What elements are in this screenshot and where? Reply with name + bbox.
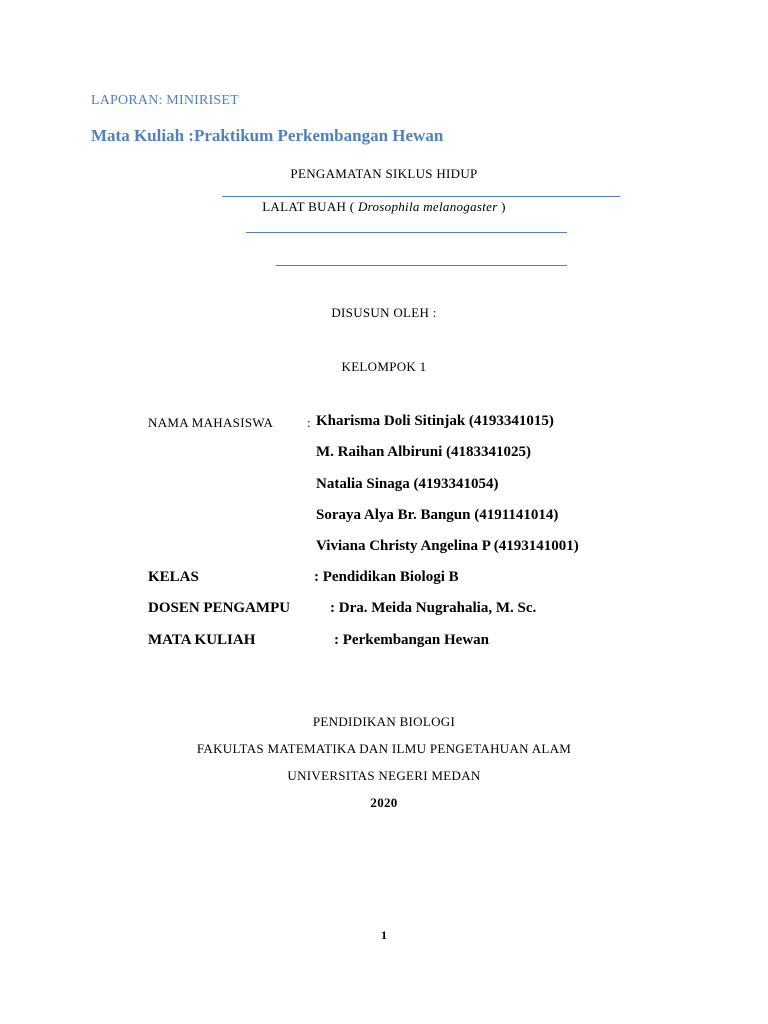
title-line-2-prefix: LALAT BUAH ( [262,199,358,214]
course-heading: Mata Kuliah :Praktikum Perkembangan Hewan [91,126,444,145]
year: 2020 [370,795,398,810]
group-label: KELOMPOK 1 [341,359,427,374]
university-name: UNIVERSITAS NEGERI MEDAN [287,768,481,783]
title-line-2-suffix: ) [497,199,506,214]
class-label: KELAS [148,569,199,585]
student-name: Kharisma Doli Sitinjak (4193341015) [316,413,554,429]
students-separator: : [307,415,311,430]
lecturer-value: : Dra. Meida Nugrahalia, M. Sc. [330,600,537,616]
program-name: PENDIDIKAN BIOLOGI [312,714,456,729]
title-rule-2 [246,232,567,233]
student-name: Viviana Christy Angelina P (4193141001) [316,538,579,554]
course-value: : Perkembangan Hewan [334,632,489,648]
students-label: NAMA MAHASISWA [148,415,274,430]
student-name: Soraya Alya Br. Bangun (4191141014) [316,507,559,523]
species-name: Drosophila melanogaster [357,199,498,214]
course-label: MATA KULIAH [148,632,256,648]
title-line-1: PENGAMATAN SIKLUS HIDUP [290,166,478,181]
student-name: Natalia Sinaga (4193341054) [316,476,499,492]
title-rule-3 [276,265,567,266]
title-line-2 [0,199,768,215]
report-type-heading: LAPORAN: MINIRISET [91,93,239,108]
page-number: 1 [381,928,387,942]
faculty-name: FAKULTAS MATEMATIKA DAN ILMU PENGETAHUAN ALAM [196,741,572,756]
lecturer-label: DOSEN PENGAMPU [148,600,291,616]
compiled-by-label: DISUSUN OLEH : [331,305,437,320]
title-rule-1 [222,196,620,197]
class-value: : Pendidikan Biologi B [314,569,459,585]
student-name: M. Raihan Albiruni (4183341025) [316,444,532,460]
